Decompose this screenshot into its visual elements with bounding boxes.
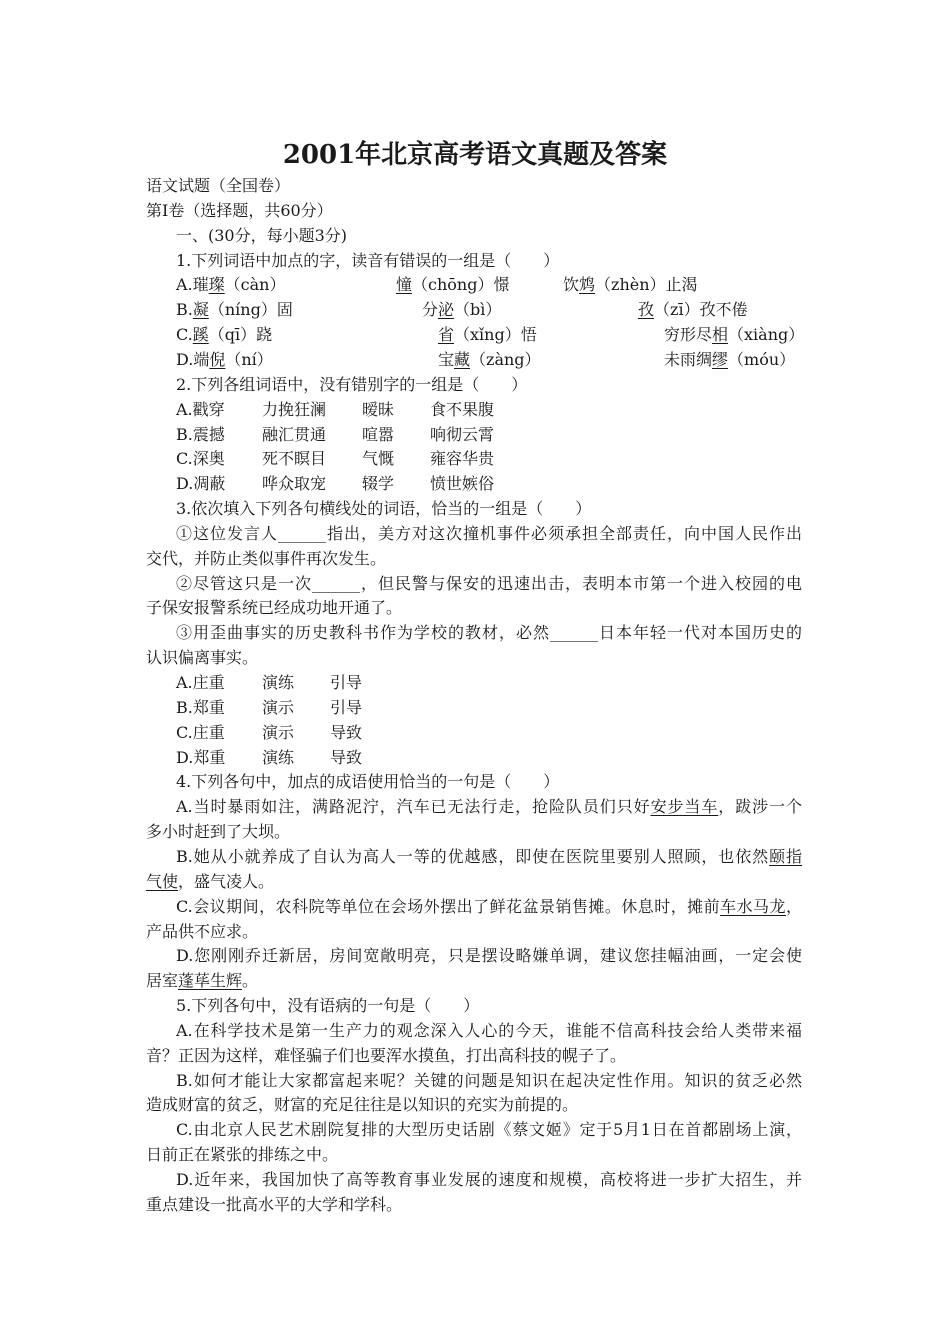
text-segment: B.郑重: [176, 697, 225, 717]
text-segment: C.会议期间，农科院等单位在会场外摆出了鲜花盆景销售摊。休息时，摊前: [176, 896, 721, 916]
option-cell: [563, 274, 698, 296]
text-segment: 引导: [330, 673, 363, 692]
text-segment: 语文试题（全国卷）: [146, 176, 291, 195]
option-cell: [176, 473, 225, 495]
text-cell: [146, 970, 258, 992]
underlined-term: 泌: [438, 300, 455, 320]
text-cell: [176, 498, 591, 520]
text-segment: ②尽管这只是一次______，但民警与保安的迅速出击，表明本市第一个进入校园的电: [176, 573, 802, 593]
option-cell: [176, 448, 225, 470]
text-cell: [176, 1119, 802, 1141]
text-cell: [146, 1144, 338, 1166]
text-cell: [176, 771, 559, 793]
text-cell: [176, 1070, 802, 1092]
option-cell: [330, 722, 362, 744]
option-cell: [262, 424, 326, 446]
text-segment: 融汇贯通: [262, 424, 327, 444]
underlined-term: 鸩: [579, 275, 596, 295]
text-segment: 产品供不应求。: [146, 921, 259, 941]
text-segment: 多小时赶到了大坝。: [146, 822, 291, 842]
text-cell: [146, 597, 402, 619]
underlined-term: 相: [712, 325, 729, 345]
text-segment: A.戳穿: [176, 399, 225, 419]
text-segment: （chōng）憬: [412, 275, 510, 295]
text-segment: （càn）: [224, 275, 286, 295]
option-cell: [430, 448, 494, 470]
text-segment: 死不瞑目: [262, 449, 327, 469]
text-segment: （zhèn）止渴: [595, 275, 698, 295]
text-segment: 宝: [438, 349, 455, 369]
option-cell: [262, 399, 326, 421]
text-segment: （zàng）: [470, 349, 541, 369]
text-cell: [176, 1020, 802, 1042]
text-segment: A.当时暴雨如注，满路泥泞，汽车已无法行走，抢险队员们只好: [176, 797, 651, 817]
text-segment: （xǐng）悟: [454, 325, 537, 345]
option-cell: [362, 424, 394, 446]
text-segment: 辍学: [362, 474, 395, 494]
underlined-term: 孜: [638, 300, 655, 320]
option-cell: [330, 672, 362, 694]
text-segment: 哗众取宠: [262, 474, 327, 494]
text-segment: 2.下列各组词语中，没有错别字的一组是（ ）: [176, 374, 528, 394]
text-segment: 引导: [330, 697, 363, 717]
option-cell: [176, 274, 285, 296]
option-cell: [176, 349, 273, 371]
option-cell: [176, 747, 225, 769]
option-cell: [362, 399, 394, 421]
text-segment: D.凋蔽: [176, 474, 226, 494]
text-segment: 一、(30分，每小题3分): [176, 225, 348, 245]
option-cell: [430, 399, 494, 421]
text-segment: 演练: [262, 747, 295, 767]
text-segment: 子保安报警系统已经成功地开通了。: [146, 598, 403, 618]
text-segment: 居室: [146, 971, 179, 991]
underlined-term: 憧: [396, 275, 413, 295]
option-cell: [430, 473, 494, 495]
text-cell: [176, 1169, 802, 1191]
page-title: 2001年北京高考语文真题及答案: [282, 140, 668, 170]
text-segment: 穷形尽: [664, 325, 713, 345]
underlined-term: 颐指: [769, 846, 802, 866]
text-segment: 演练: [262, 673, 295, 692]
text-segment: 日前正在紧张的排练之中。: [146, 1145, 339, 1165]
text-segment: 演示: [262, 722, 295, 742]
underlined-term: 凝: [192, 300, 209, 320]
text-segment: 响彻云霄: [430, 424, 495, 444]
text-segment: D.近年来，我国加快了高等教育事业发展的速度和规模，高校将进一步扩大招生，并: [176, 1170, 802, 1189]
text-segment: A.庄重: [176, 673, 225, 692]
text-cell: [176, 523, 802, 545]
text-segment: （níng）固: [208, 300, 293, 320]
text-segment: ③用歪曲事实的历史教科书作为学校的教材，必然______日本年轻一代对本国历史的: [176, 623, 802, 643]
text-segment: 认识偏离事实。: [146, 648, 259, 668]
text-segment: ①这位发言人______指出，美方对这次撞机事件必须承担全部责任，向中国人民作出: [176, 523, 802, 543]
text-segment: 食不果腹: [430, 399, 495, 419]
text-segment: 气慨: [362, 449, 395, 469]
text-cell: [176, 374, 527, 396]
option-cell: [638, 299, 748, 321]
text-cell: [176, 995, 479, 1017]
text-cell: [176, 622, 802, 644]
text-segment: A.在科学技术是第一生产力的观念深入人心的今天，谁能不信高科技会给人类带来福: [176, 1020, 802, 1040]
text-cell: [146, 1045, 626, 1067]
text-cell: [176, 573, 802, 595]
text-segment: ，盛气凌人。: [178, 871, 275, 891]
text-segment: C.深奥: [176, 449, 225, 469]
text-cell: [146, 647, 258, 669]
option-cell: [262, 697, 294, 719]
text-segment: 5.下列各句中，没有语病的一句是（ ）: [176, 996, 480, 1016]
text-cell: [176, 250, 559, 272]
text-segment: （bì）: [454, 300, 502, 320]
text-segment: B.: [176, 300, 193, 320]
option-cell: [362, 473, 394, 495]
text-segment: C.庄重: [176, 722, 225, 742]
text-segment: 导致: [330, 722, 363, 742]
text-segment: D.郑重: [176, 747, 226, 767]
option-cell: [176, 324, 272, 346]
option-cell: [664, 324, 804, 346]
text-segment: D.您刚刚乔迁新居，房间宽敞明亮，只是摆设略嫌单调，建议您挂幅油画，一定会使: [176, 946, 802, 966]
option-cell: [664, 349, 795, 371]
text-cell: [146, 1194, 402, 1216]
option-cell: [330, 697, 362, 719]
text-segment: B.震撼: [176, 424, 225, 444]
text-segment: ，跋涉一个: [718, 797, 802, 817]
option-cell: [176, 399, 225, 421]
text-cell: [146, 175, 290, 197]
option-cell: [176, 697, 225, 719]
underlined-term: 蹊: [192, 325, 209, 345]
text-segment: 未雨绸: [664, 349, 713, 369]
text-segment: 3.依次填入下列各句横线处的词语，恰当的一组是（ ）: [176, 499, 592, 519]
option-cell: [176, 722, 225, 744]
option-cell: [176, 672, 225, 694]
text-cell: [176, 945, 802, 967]
text-segment: 喧嚣: [362, 424, 395, 444]
text-segment: 分: [422, 300, 439, 320]
underlined-term: 省: [438, 325, 455, 345]
underlined-term: 缪: [712, 349, 729, 369]
underlined-term: 气使: [146, 871, 179, 891]
text-segment: 导致: [330, 747, 363, 767]
text-segment: 饮: [563, 275, 580, 295]
option-cell: [262, 722, 294, 744]
text-segment: 雍容华贵: [430, 449, 495, 469]
option-cell: [262, 448, 326, 470]
text-segment: 4.下列各句中，加点的成语使用恰当的一句是（ ）: [176, 772, 560, 792]
text-segment: 演示: [262, 697, 295, 717]
text-segment: （móu）: [728, 349, 796, 369]
text-segment: 力挽狂澜: [262, 399, 327, 419]
text-cell: [146, 921, 258, 943]
text-segment: B.她从小就养成了自认为高人一等的优越感，即使在医院里要别人照顾，也依然: [176, 846, 770, 866]
text-cell: [146, 871, 274, 893]
option-cell: [330, 747, 362, 769]
option-cell: [262, 672, 294, 694]
text-cell: [146, 821, 290, 843]
text-segment: B.如何才能让大家都富起来呢？关键的问题是知识在起决定性作用。知识的贫乏必然: [176, 1070, 802, 1090]
underlined-term: 藏: [454, 349, 471, 369]
underlined-term: 倪: [209, 349, 226, 369]
option-cell: [262, 747, 294, 769]
option-cell: [362, 448, 394, 470]
underlined-term: 蓬荜生辉: [178, 971, 243, 991]
text-cell: [176, 846, 802, 868]
text-cell: [146, 1094, 578, 1116]
option-cell: [430, 424, 494, 446]
option-cell: [396, 274, 509, 296]
text-segment: C.由北京人民艺术剧院复排的大型历史话剧《蔡文姬》定于5月1日在首都剧场上演，: [176, 1120, 802, 1140]
text-segment: 1.下列词语中加点的字，读音有错误的一组是（ ）: [176, 250, 560, 270]
text-cell: [176, 796, 802, 818]
text-cell: [146, 200, 333, 222]
text-segment: 暧昧: [362, 399, 395, 419]
option-cell: [262, 473, 326, 495]
underlined-term: 璨: [208, 275, 225, 295]
text-cell: [176, 896, 802, 918]
text-cell: [176, 225, 347, 247]
text-segment: 愤世嫉俗: [430, 474, 495, 494]
underlined-term: 安步当车: [650, 797, 719, 817]
option-cell: [176, 299, 293, 321]
option-cell: [176, 424, 225, 446]
text-segment: ，: [785, 896, 802, 916]
text-segment: C.: [176, 325, 193, 345]
text-segment: 。: [242, 971, 259, 991]
text-segment: （qī）跷: [208, 325, 273, 345]
option-cell: [438, 324, 537, 346]
option-cell: [422, 299, 501, 321]
text-segment: 交代，并防止类似事件再次发生。: [146, 548, 387, 568]
text-segment: 重点建设一批高水平的大学和学科。: [146, 1194, 403, 1214]
option-cell: [438, 349, 541, 371]
text-cell: [146, 548, 386, 570]
text-segment: D.端: [176, 349, 210, 369]
text-segment: （ní）: [225, 349, 273, 369]
text-segment: （xiàng）: [728, 325, 805, 345]
text-segment: A.璀: [176, 275, 209, 295]
text-segment: 音？正因为这样，难怪骗子们也要浑水摸鱼，打出高科技的幌子了。: [146, 1045, 627, 1065]
text-segment: 第Ⅰ卷（选择题，共60分）: [146, 200, 333, 220]
text-segment: （zī）孜不倦: [654, 300, 748, 320]
text-segment: 造成财富的贫乏，财富的充足往往是以知识的充实为前提的。: [146, 1095, 579, 1115]
underlined-term: 车水马龙: [720, 896, 786, 916]
